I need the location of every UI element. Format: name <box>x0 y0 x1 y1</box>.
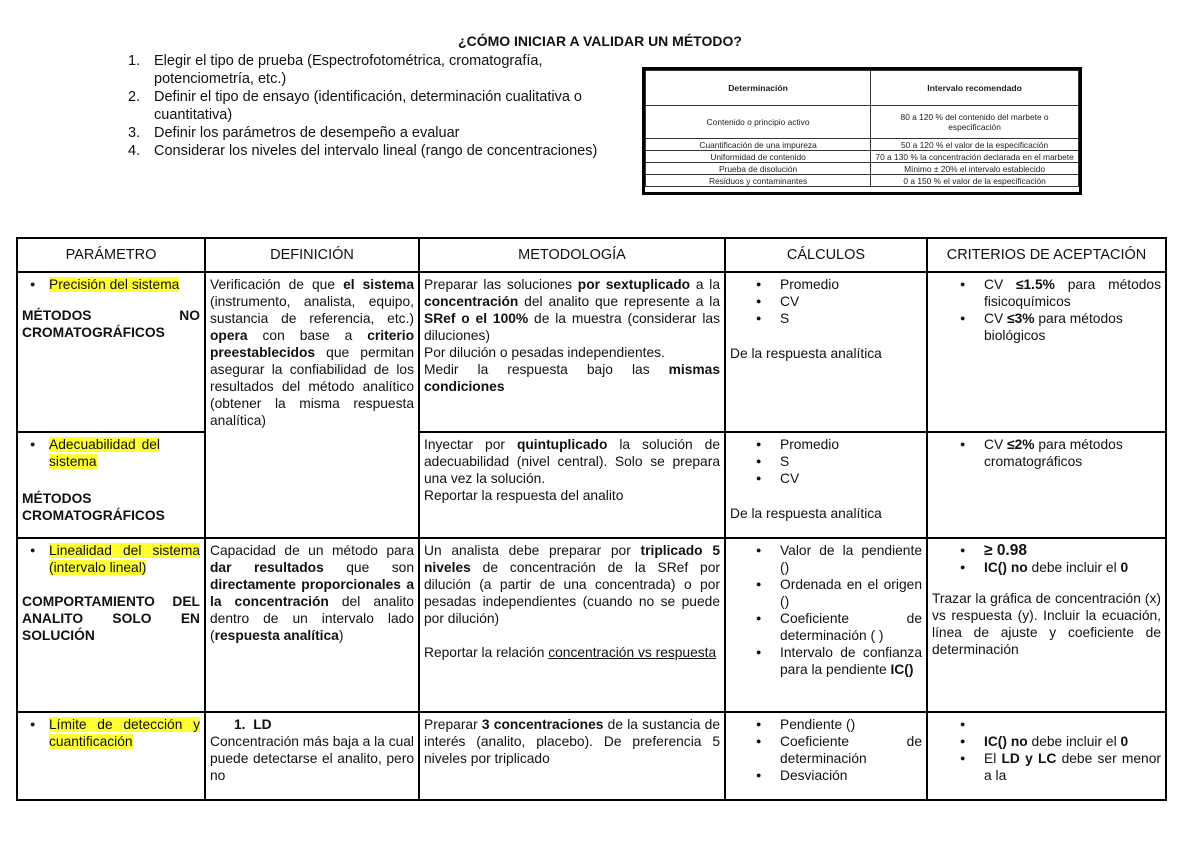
met-bold: concentración <box>424 294 519 309</box>
definition-cell: 1. LD Concentración más baja a la cual puede detectarse el analito, pero no <box>205 712 419 800</box>
met-text: Preparar las soluciones <box>424 277 578 292</box>
method-category: MÉTODOS NO CROMATOGRÁFICOS <box>22 308 200 340</box>
header-metodologia: METODOLOGÍA <box>419 238 725 272</box>
step-text: Definir el tipo de ensayo (identificación, determinación cualitativa o cuantitativa) <box>154 89 582 123</box>
validation-parameters-table <box>16 237 1167 801</box>
calc-item: ● Desviación <box>780 767 922 784</box>
calc-note: De la respuesta analítica <box>730 506 882 521</box>
step-text: Elegir el tipo de prueba (Espectrofotométrica, cromatografía, potenciometría, etc.) <box>154 53 543 87</box>
calc-item: ● Pendiente () <box>780 716 922 733</box>
met-bold: quintuplicado <box>516 437 608 452</box>
def-bold: opera <box>210 328 248 343</box>
methodology-cell: Preparar 3 concentraciones de la sustancia de interés (analito, placebo). De preferencia 5 niveles por triplicado <box>419 712 725 800</box>
criteria-item: ● El LD y LC debe ser menor a la <box>984 750 1161 784</box>
criteria-cell <box>927 712 1166 800</box>
calc-item: ● Coeficiente de determinación <box>780 733 922 767</box>
methodology-cell <box>419 272 725 432</box>
ref-cell: 50 a 120 % el valor de la especificación <box>871 139 1079 151</box>
met-text: Por dilución o pesadas independientes. <box>424 345 665 360</box>
calc-item: ● Intervalo de confianza para la pendiente IC() <box>780 644 922 678</box>
ref-cell: Cuantificación de una impureza <box>646 139 871 151</box>
methodology-cell: Un analista debe preparar por triplicado 5 niveles de concentración de la SRef por dilución (a partir de una concentrada) o por pesadas independientes (cuando no se puede por dilución) Reportar la relación concentración vs respuesta <box>419 538 725 712</box>
calc-item: ● Promedio <box>780 276 922 293</box>
page-title: ¿CÓMO INICIAR A VALIDAR UN MÉTODO? <box>458 33 742 49</box>
def-text: con base a <box>247 328 368 343</box>
def-bold: criterio preestablecidos <box>210 328 414 360</box>
criteria-cell <box>927 272 1166 432</box>
step-item <box>124 88 624 124</box>
def-text: Concentración más baja a la cual puede detectarse el analito, pero no <box>210 734 415 783</box>
header-definicion: DEFINICIÓN <box>205 238 419 272</box>
met-text: Reportar la respuesta del analito <box>424 488 624 503</box>
calc-item: ● Coeficiente de determinación ( ) <box>780 610 922 644</box>
criteria-cell <box>927 432 1166 538</box>
def-text: Verificación de que <box>210 277 344 292</box>
step-number: 4. <box>128 143 141 159</box>
ref-cell: Residuos y contaminantes <box>646 175 871 187</box>
ref-header: Intervalo recomendado <box>871 71 1079 106</box>
calc-item: ● CV <box>780 470 922 487</box>
step-item <box>124 52 624 88</box>
step-text: Considerar los niveles del intervalo lineal (rango de concentraciones) <box>154 143 598 159</box>
met-bold: SRef o el 100% <box>424 311 529 326</box>
ref-cell: Prueba de disolución <box>646 163 871 175</box>
method-category: COMPORTAMIENTO DEL ANALITO SOLO EN SOLUCIÓN <box>22 594 200 643</box>
definition-cell <box>205 272 419 538</box>
calc-item: ● S <box>780 453 922 470</box>
header-calculos: CÁLCULOS <box>725 238 927 272</box>
met-bold: por sextuplicado <box>577 277 691 292</box>
criteria-cell <box>927 538 1166 712</box>
calculations-cell <box>725 272 927 432</box>
param-name: Linealidad del sistema (intervalo lineal) <box>49 543 200 575</box>
criteria-item: ● CV ≤2% para métodos cromatográficos <box>984 436 1161 470</box>
met-text: la solución de adecuabilidad (nivel central). Solo se prepara una vez la solución. <box>424 437 720 486</box>
methodology-cell <box>419 432 725 538</box>
param-name: Precisión del sistema <box>49 277 180 292</box>
met-bold: mismas condiciones <box>424 362 720 394</box>
step-item <box>124 142 624 160</box>
step-number: 1. <box>128 53 141 69</box>
calc-item: ● Valor de la pendiente () <box>780 542 922 576</box>
met-text: a la <box>690 277 720 292</box>
ref-cell: 80 a 120 % del contenido del marbete o especificación <box>871 106 1079 139</box>
def-bold: el sistema <box>343 277 415 292</box>
calc-item: ● CV <box>780 293 922 310</box>
ref-header: Determinación <box>646 71 871 106</box>
calc-item: ● Ordenada en el origen () <box>780 576 922 610</box>
param-cell <box>17 272 205 432</box>
ref-cell: Contenido o principio activo <box>646 106 871 139</box>
underlined-text: concentración vs respuesta <box>548 645 717 660</box>
criteria-item: ● IC() no debe incluir el 0 <box>984 733 1161 750</box>
met-text: del analito que represente a la <box>518 294 720 309</box>
met-text: de la muestra (considerar las diluciones) <box>424 311 720 343</box>
criteria-item <box>984 716 1161 733</box>
calc-note: De la respuesta analítica <box>730 346 882 361</box>
criteria-item: ● CV ≤3% para métodos biológicos <box>984 310 1161 344</box>
method-category: MÉTODOS CROMATOGRÁFICOS <box>22 491 165 523</box>
param-cell <box>17 712 205 800</box>
interval-reference-table <box>642 67 1082 195</box>
steps-list <box>124 52 624 160</box>
param-name: Límite de detección y cuantificación <box>49 717 200 749</box>
ref-cell: Uniformidad de contenido <box>646 151 871 163</box>
definition-cell: Capacidad de un método para dar resultados que son directamente proporcionales a la concentración del analito dentro de un intervalo lado (respuesta analítica) <box>205 538 419 712</box>
criteria-note: Trazar la gráfica de concentración (x) vs respuesta (y). Incluir la ecuación, línea de ajuste y coeficiente de determinación <box>932 591 1161 657</box>
header-parametro: PARÁMETRO <box>17 238 205 272</box>
step-number: 3. <box>128 125 141 141</box>
calculations-cell <box>725 432 927 538</box>
ref-cell: Mínimo ± 20% el intervalo establecido <box>871 163 1079 175</box>
def-text: que permitan asegurar la confiabilidad de los resultados del método analítico (obtener la misma respuesta analítica) <box>210 345 414 428</box>
met-text: Medir la respuesta bajo las <box>424 362 669 377</box>
step-item <box>124 124 624 142</box>
step-number: 2. <box>128 89 141 105</box>
param-name: Adecuabilidad del sistema <box>49 437 160 469</box>
criteria-item: ● IC() no debe incluir el 0 <box>984 559 1161 576</box>
step-text: Definir los parámetros de desempeño a evaluar <box>154 125 460 141</box>
def-text: (instrumento, analista, equipo, sustancia de referencia, etc.) <box>210 294 414 326</box>
calculations-cell <box>725 712 927 800</box>
criteria-item: ● CV ≤1.5% para métodos fisicoquímicos <box>984 276 1161 310</box>
calc-item: ● Promedio <box>780 436 922 453</box>
calculations-cell <box>725 538 927 712</box>
ref-cell: 0 a 150 % el valor de la especificación <box>871 175 1079 187</box>
met-text: Inyectar por <box>424 437 517 452</box>
param-cell <box>17 432 205 538</box>
header-criterios: CRITERIOS DE ACEPTACIÓN <box>927 238 1166 272</box>
ref-cell: 70 a 130 % la concentración declarada en el marbete <box>871 151 1079 163</box>
calc-item: ● S <box>780 310 922 327</box>
param-cell <box>17 538 205 712</box>
criteria-item: ● ≥ 0.98 <box>984 542 1161 559</box>
